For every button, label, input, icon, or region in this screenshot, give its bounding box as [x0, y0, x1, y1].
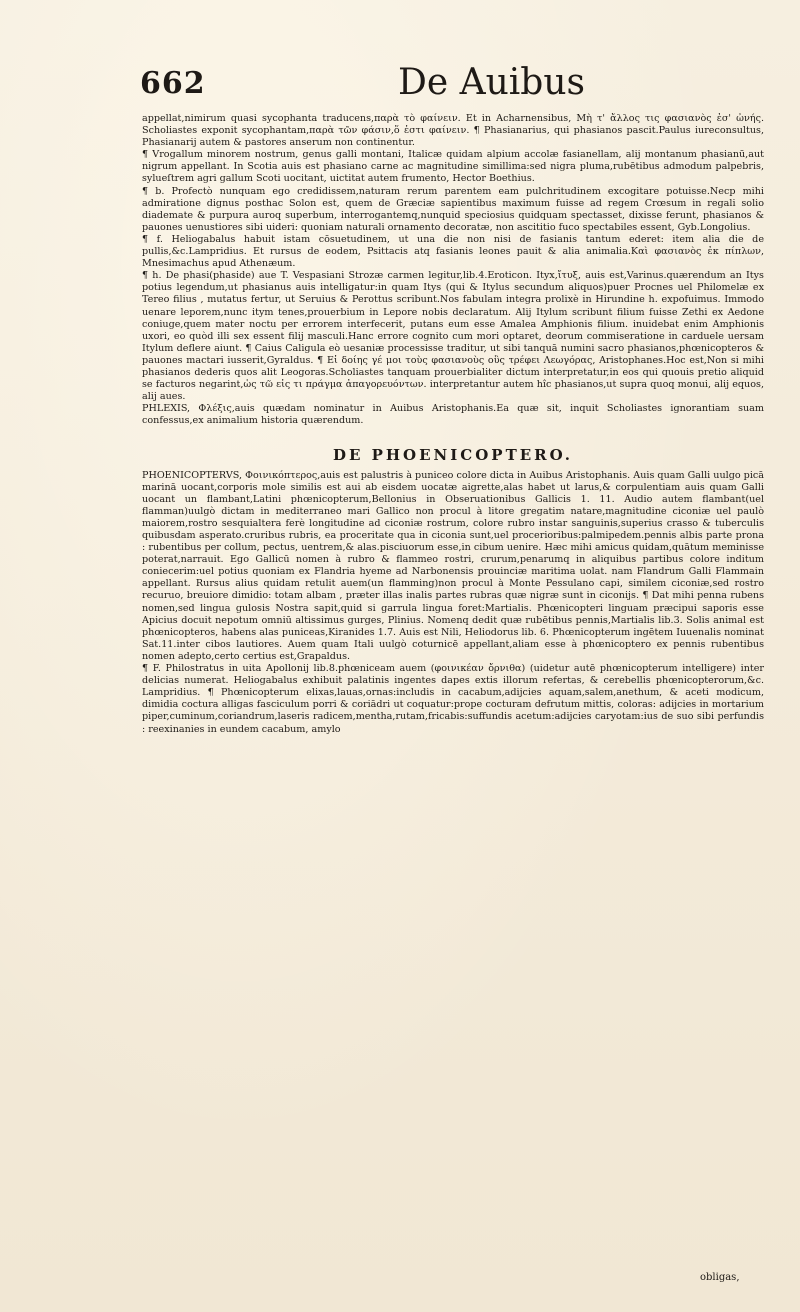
paragraph: ¶ f. Heliogabalus habuit istam cōsuetudinem, ut una die non nisi de fasianis tantum ederet: item alia die de pullis,&c.Lampridius. Et rursus de eodem, Psittacis atq fasianis leones pauit & alia animalia.Καὶ φασιανὸς ἐκ πίπλων, Mnesimachus apud Athenæum. [142, 233, 764, 270]
body-text [142, 113, 764, 736]
catchword: obligas, [700, 1272, 740, 1283]
paragraph: ¶ Vrogallum minorem nostrum, genus galli montani, Italicæ quidam alpium accolæ fasianellam, alij montanum phasianū,aut nigrum appellant. In Scotia auis est phasiano carne ac magnitudine simillima:sed nigra pluma,rubētibus admodum palpebris, sylueſtrem agri gallum Scoti uocitant, uictitat autem frumento, Hector Boethius. [142, 149, 764, 185]
paragraph: PHLEXIS, Φλέξις,auis quædam nominatur in Auibus Aristophanis.Ea quæ sit, inquit Scholiastes ignorantiam suam confessus,ex animalium historia quærendum. [142, 403, 764, 427]
section-title: DE PHOENICOPTERO. [332, 446, 574, 465]
page-header [140, 62, 760, 110]
running-head: De Auibus [398, 62, 586, 103]
paragraph: ¶ b. Profectò nunquam ego credidissem,naturam rerum parentem eam pulchritudinem excogitare potuisse.Necp mihi admiratione dignus posthac Solon est, quem de Græciæ sapientibus maximum fuisse ad regem Crœsum in regali solio diademate & purpura auroq superbum, interrogantemq,nunquid speciosius quidquam spectasset, dixisse ferunt, phasianos & pauones uenustiores sibi uideri: quoniam naturali ornamento decoratæ, non ascititio fuco spectabiles essent, Gyb.Longolius. [142, 185, 764, 233]
paragraph: ¶ F. Philostratus in uita Apollonij lib.8.phœniceam auem (φοινικέαν ὄρνιθα) (uidetur autē phœnicopterum intelligere) inter delicias numerat. Heliogabalus exhibuit palatinis ingentes dapes extis illorum refertas, & cerebellis phœnicopterorum,&c. Lampridius. ¶ Phœnicopterum elixas,lauas,ornas:includis in cacabum,adijcies aquam,salem,anethum, & aceti modicum, dimidia coctura alligas fasciculum porri & coriādri ut coquatur:prope cocturam defrutum mittis, coloras: adijcies in mortarium piper,cuminum,coriandrum,laseris radicem,mentha,rutam,fricabis:suffundis acetum:adijcies caryotam:ius de suo sibi perfundis : reexinanies in eundem cacabum, amylo [142, 663, 764, 735]
paragraph: PHOENICOPTERVS, Φοινικόπτερος,auis est palustris à puniceo colore dicta in Auibus Aristophanis. Auis quam Galli uulgo picā marinā uocant,corporis mole similis est aui ab eisdem uocatæ aigrette,alas habet ut larus,& corpulentiam auis quam Galli uocant un flambant,Latini phœnicopterum,Bellonius in Obseruationibus Gallicis 1. 11. Audio autem flambant(uel flamman)uulgò dictam in mediterraneo mari Gallico non procul à litore gregatim natare,magnitudine ciconiæ uel paulò maiorem,rostro sesquialtera ferè longitudine ad ciconiæ rostrum, colore rubro instar sanguinis,superius crasso & tuberculis quibusdam asperato.cruribus rubris, ea proceritate qua in ciconia sunt,uel procerioribus:palmipedem.pennis albis parte prona : rubentibus per collum, pectus, uentrem,& alas.pisciuorum esse,in cibum uenire. Hæc mihi amicus quidam,quātum meminisse poterat,narrauit. Ego Gallicū nomen à rubro & flammeo rostri, crurum,penarumq in aliquibus partibus colore inditum coniecerim:uel potius quoniam ex Flandria hyeme ad Narbonensis prouinciæ maritima uolat. nam Flandrum Galli Flammain appellant. Rursus alius quidam retulit auem(un flamming)non procul à Monte Pessulano capi, similem ciconiæ,sed rostro recuruo, breuiore dimidio: totam albam , præter illas inalis partes rubras quæ nigræ sunt in ciconijs. ¶ Dat mihi penna rubens nomen,sed lingua gulosis Nostra sapit,quid si garrula lingua foret:Martialis. Phœnicopteri linguam præcipui saporis esse Apicius docuit nepotum omniū altissimus gurges, Plinius. Nomenq dedit quæ rubētibus pennis,Martialis lib.3. Solis animal est phœnicopteros, habens alas puniceas,Kiranides 1.7. Auis est Nili, Heliodorus lib. 6. Phœnicopterum ingētem Iuuenalis nominat Sat.11.inter cibos lautiores. Auem quam Itali uulgò coturnicē appellant,aliam esse à phœnicoptero ex pennis rubentibus nomen adepto,certo certius est,Grapaldus. [142, 469, 764, 662]
paragraph: appellat,nimirum quasi sycophanta traducens,παρὰ τὸ φαίνειν. Et in Acharnensibus, Μὴ τ' ἄλλος τις φασιανὸς ἐσ' ὠνής. Scholiastes exponit sycophantam,παρὰ τῶν φάσιν,ὅ ἐστι φαίνειν. ¶ Phasianarius, qui phasianos pascit.Paulus iureconsultus, Phasianarij autem & pastores anserum non continentur. [142, 113, 764, 149]
page-number: 662 [140, 66, 206, 101]
paragraph: ¶ h. De phasi(phaside) aue T. Vespasiani Strozæ carmen legitur,lib.4.Eroticon. Ityx,ἴτυξ, auis est,Varinus.quærendum an Itys potius legendum,ut phasianus auis intelligatur:in quam Itys (qui & Itylus secundum aliquos)puer Procnes uel Philomelæ ex Tereo filius , mutatus fertur, ut Seruius & Perottus scribunt.Nos fabulam integra prolixè in Hirundine h. expofuimus. Immodo uenare leporem,nunc itym tenes,prouerbium in Lepore nobis declaratum. Alij Itylum scribunt filium fuisse Zethi ex Aedone coniuge,quem mater noctu per errorem interfecerit, putans eum esse Amalea Amphionis filium. inuidebat enim Amphionis uxori, eo quòd illi sex essent filij masculi.Hanc errore cognito cum mori optaret, deorum commiseratione in carduele uersam Itylum deflere aiunt. ¶ Caius Caligula eò uesaniæ processisse traditur, ut sibi tanquā numini sacro phasianos,phœnicopteros & pauones mactari iusserit,Gyraldus. ¶ Εἰ δοίης γέ μοι τοὺς φασιανοὺς οὓς τρέφει Λεωγόρας, Aristophanes.Hoc est,Non si mihi phasianos dederis quos alit Leogoras.Scholiastes tanquam prouerbialiter dictum interpretatur,in eos qui quouis pretio aliquid se facturos negarint,ὡς τῶ εἰς τι πράγμα ἀπαγορευόντων. interpretantur autem hîc phasianos,ut supra quoq monui, alij equos, alij aues. [142, 270, 764, 403]
